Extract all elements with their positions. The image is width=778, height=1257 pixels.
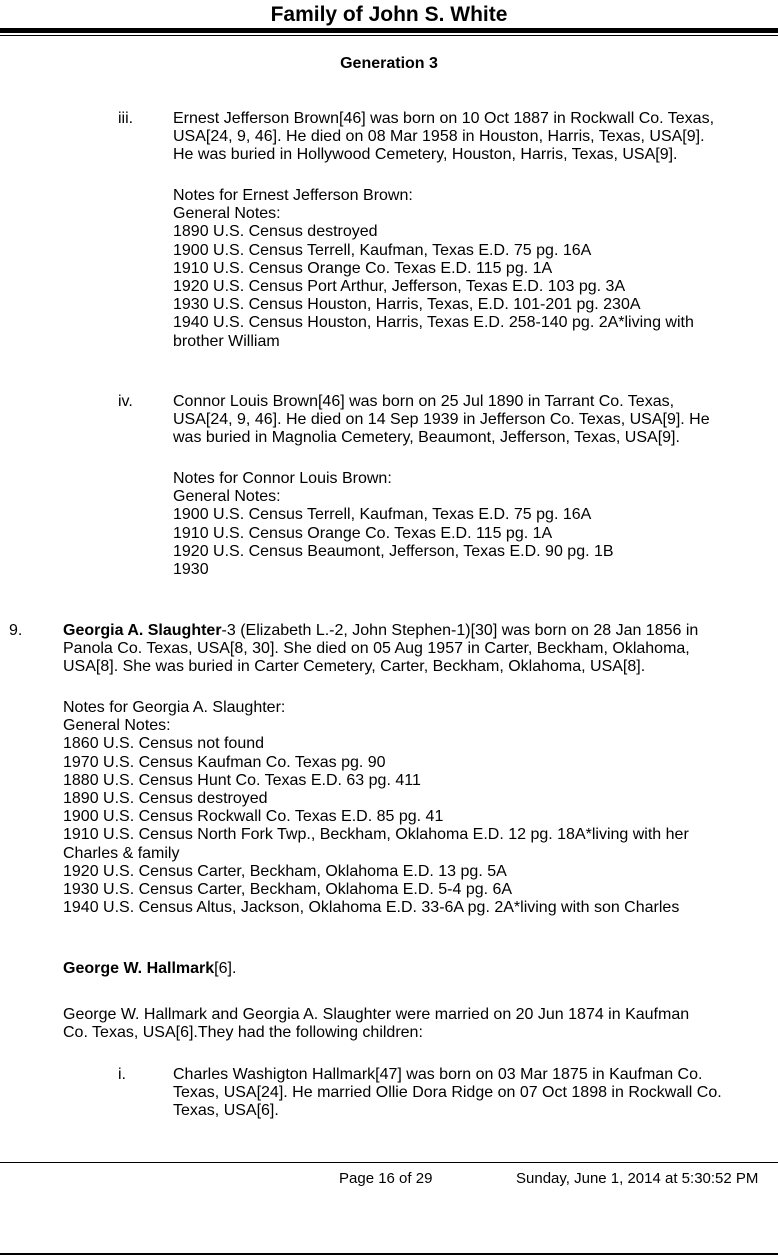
spouse-heading: George W. Hallmark[6]. [63,960,237,977]
child-number: i. [118,1066,126,1083]
person-paragraph: Georgia A. Slaughter-3 (Elizabeth L.-2, John Stephen-1)[30] was born on 28 Jan 1856 in Panola Co. Texas, USA[8, 30]. She died on 05 Aug 1957 in Carter, Beckham, Oklahoma, USA[8]. She was buried in Carter Cemetery, Carter, Beckham, Oklahoma, USA[8]. [63,622,699,676]
page-number: Page 16 of 29 [339,1170,433,1187]
notes-block: Notes for Ernest Jefferson Brown: General Notes: 1890 U.S. Census destroyed 1900 U.S. Census Terrell, Kaufman, Texas E.D. 75 pg. 16A 1910 U.S. Census Orange Co. Texas E.D. 115 pg. 1A 1920 U.S. Census Port Arthur, Jefferson, Texas E.D. 103 pg. 3A 1930 U.S. Census Houston, Harris, Texas, E.D. 101-201 pg. 230A 1940 U.S. Census Houston, Harris, Texas E.D. 258-140 pg. 2A*living with brother William [173,187,694,350]
child-number: iii. [118,110,134,127]
child-paragraph: Ernest Jefferson Brown[46] was born on 10 Oct 1887 in Rockwall Co. Texas, USA[24, 9, 46]. He died on 08 Mar 1958 in Houston, Harris, Texas, USA[9]. He was buried in Hollywood Cemetery, Houston, Harris, Texas, USA[9]. [173,110,715,164]
child-paragraph: Charles Washigton Hallmark[47] was born on 03 Mar 1875 in Kaufman Co. Texas, USA[24]. He married Ollie Dora Ridge on 07 Oct 1898 in Rockwall Co. Texas, USA[6]. [173,1066,722,1120]
header-rule-thin [0,35,778,36]
footer-rule [0,1162,778,1163]
generation-heading: Generation 3 [340,55,438,72]
person-number: 9. [9,622,23,639]
print-date: Sunday, June 1, 2014 at 5:30:52 PM [516,1170,759,1187]
page-title: Family of John S. White [270,3,508,26]
notes-block: Notes for Connor Louis Brown: General Notes: 1900 U.S. Census Terrell, Kaufman, Texas E.D. 75 pg. 16A 1910 U.S. Census Orange Co. Texas E.D. 115 pg. 1A 1920 U.S. Census Beaumont, Jefferson, Texas E.D. 90 pg. 1B 1930 [173,470,614,579]
bottom-rule [0,1253,778,1255]
child-number: iv. [118,393,133,410]
marriage-paragraph: George W. Hallmark and Georgia A. Slaughter were married on 20 Jun 1874 in Kaufman Co. Texas, USA[6].They had the following children: [63,1006,690,1042]
person-name: Georgia A. Slaughter [63,622,222,639]
notes-block: Notes for Georgia A. Slaughter: General Notes: 1860 U.S. Census not found 1970 U.S. Census Kaufman Co. Texas pg. 90 1880 U.S. Census Hunt Co. Texas E.D. 63 pg. 411 1890 U.S. Census destroyed 1900 U.S. Census Rockwall Co. Texas E.D. 85 pg. 41 1910 U.S. Census North Fork Twp., Beckham, Oklahoma E.D. 12 pg. 18A*living with her Charles & family 1920 U.S. Census Carter, Beckham, Oklahoma E.D. 13 pg. 5A 1930 U.S. Census Carter, Beckham, Oklahoma E.D. 5-4 pg. 6A 1940 U.S. Census Altus, Jackson, Oklahoma E.D. 33-6A pg. 2A*living with son Charles [63,699,689,917]
spouse-name: George W. Hallmark [63,960,215,977]
child-paragraph: Connor Louis Brown[46] was born on 25 Jul 1890 in Tarrant Co. Texas, USA[24, 9, 46]. He died on 14 Sep 1939 in Jefferson Co. Texas, USA[9]. He was buried in Magnolia Cemetery, Beaumont, Jefferson, Texas, USA[9]. [173,393,710,447]
header-rule-thick [0,28,778,33]
